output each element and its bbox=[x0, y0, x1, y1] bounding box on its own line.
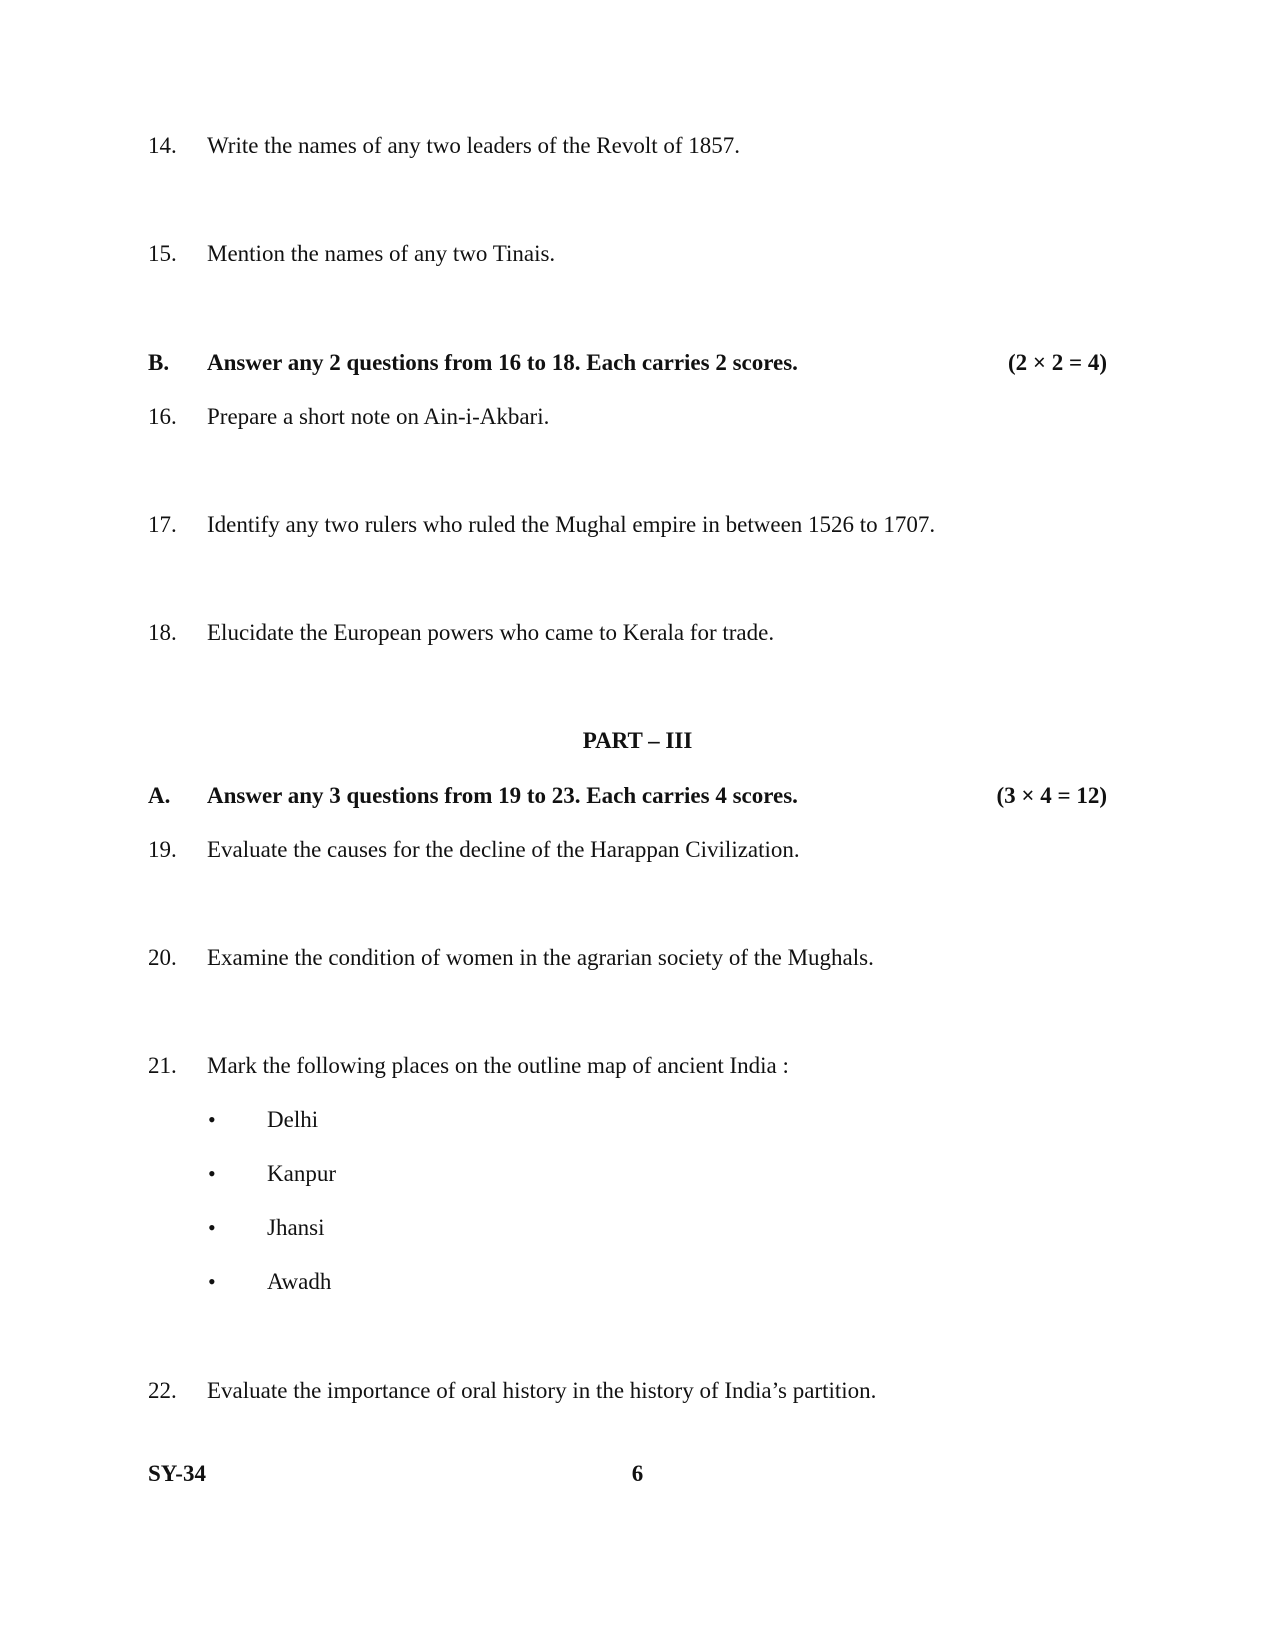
question-number: 16. bbox=[148, 404, 177, 429]
bullet-icon: • bbox=[208, 1269, 216, 1294]
place-name: Delhi bbox=[267, 1107, 319, 1132]
question-number: 19. bbox=[148, 837, 177, 862]
question-text: Identify any two rulers who ruled the Mughal empire in between 1526 to 1707. bbox=[207, 512, 936, 537]
question-text: Elucidate the European powers who came to Kerala for trade. bbox=[207, 620, 775, 645]
question-number: 14. bbox=[148, 133, 177, 158]
place-name: Jhansi bbox=[267, 1215, 325, 1240]
question-text: Prepare a short note on Ain-i-Akbari. bbox=[207, 404, 550, 429]
question-number: 15. bbox=[148, 241, 177, 266]
question-text: Examine the condition of women in the agrarian society of the Mughals. bbox=[207, 945, 874, 970]
question-number: 22. bbox=[148, 1378, 177, 1403]
place-name: Kanpur bbox=[267, 1161, 336, 1186]
question-number: 21. bbox=[148, 1053, 177, 1078]
section-score: (3 × 4 = 12) bbox=[996, 783, 1107, 808]
question-text: Mention the names of any two Tinais. bbox=[207, 241, 556, 266]
question-text: Write the names of any two leaders of the Revolt of 1857. bbox=[207, 133, 741, 158]
section-instruction: Answer any 3 questions from 19 to 23. Each carries 4 scores. bbox=[207, 783, 798, 808]
place-name: Awadh bbox=[267, 1269, 332, 1294]
bullet-icon: • bbox=[208, 1107, 216, 1132]
bullet-icon: • bbox=[208, 1215, 216, 1240]
section-letter: B. bbox=[148, 350, 170, 375]
question-text: Evaluate the causes for the decline of the Harappan Civilization. bbox=[207, 837, 800, 862]
question-number: 20. bbox=[148, 945, 177, 970]
section-letter: A. bbox=[148, 783, 171, 808]
page-number: 6 bbox=[631, 1461, 644, 1486]
question-text: Mark the following places on the outline map of ancient India : bbox=[207, 1053, 789, 1078]
paper-code: SY-34 bbox=[148, 1461, 206, 1486]
section-instruction: Answer any 2 questions from 16 to 18. Each carries 2 scores. bbox=[207, 350, 798, 375]
question-number: 17. bbox=[148, 512, 177, 537]
question-number: 18. bbox=[148, 620, 177, 645]
bullet-icon: • bbox=[208, 1161, 216, 1186]
section-score: (2 × 2 = 4) bbox=[1007, 350, 1107, 375]
question-text: Evaluate the importance of oral history in the history of India’s partition. bbox=[207, 1378, 877, 1403]
part-title: PART – III bbox=[582, 728, 693, 753]
